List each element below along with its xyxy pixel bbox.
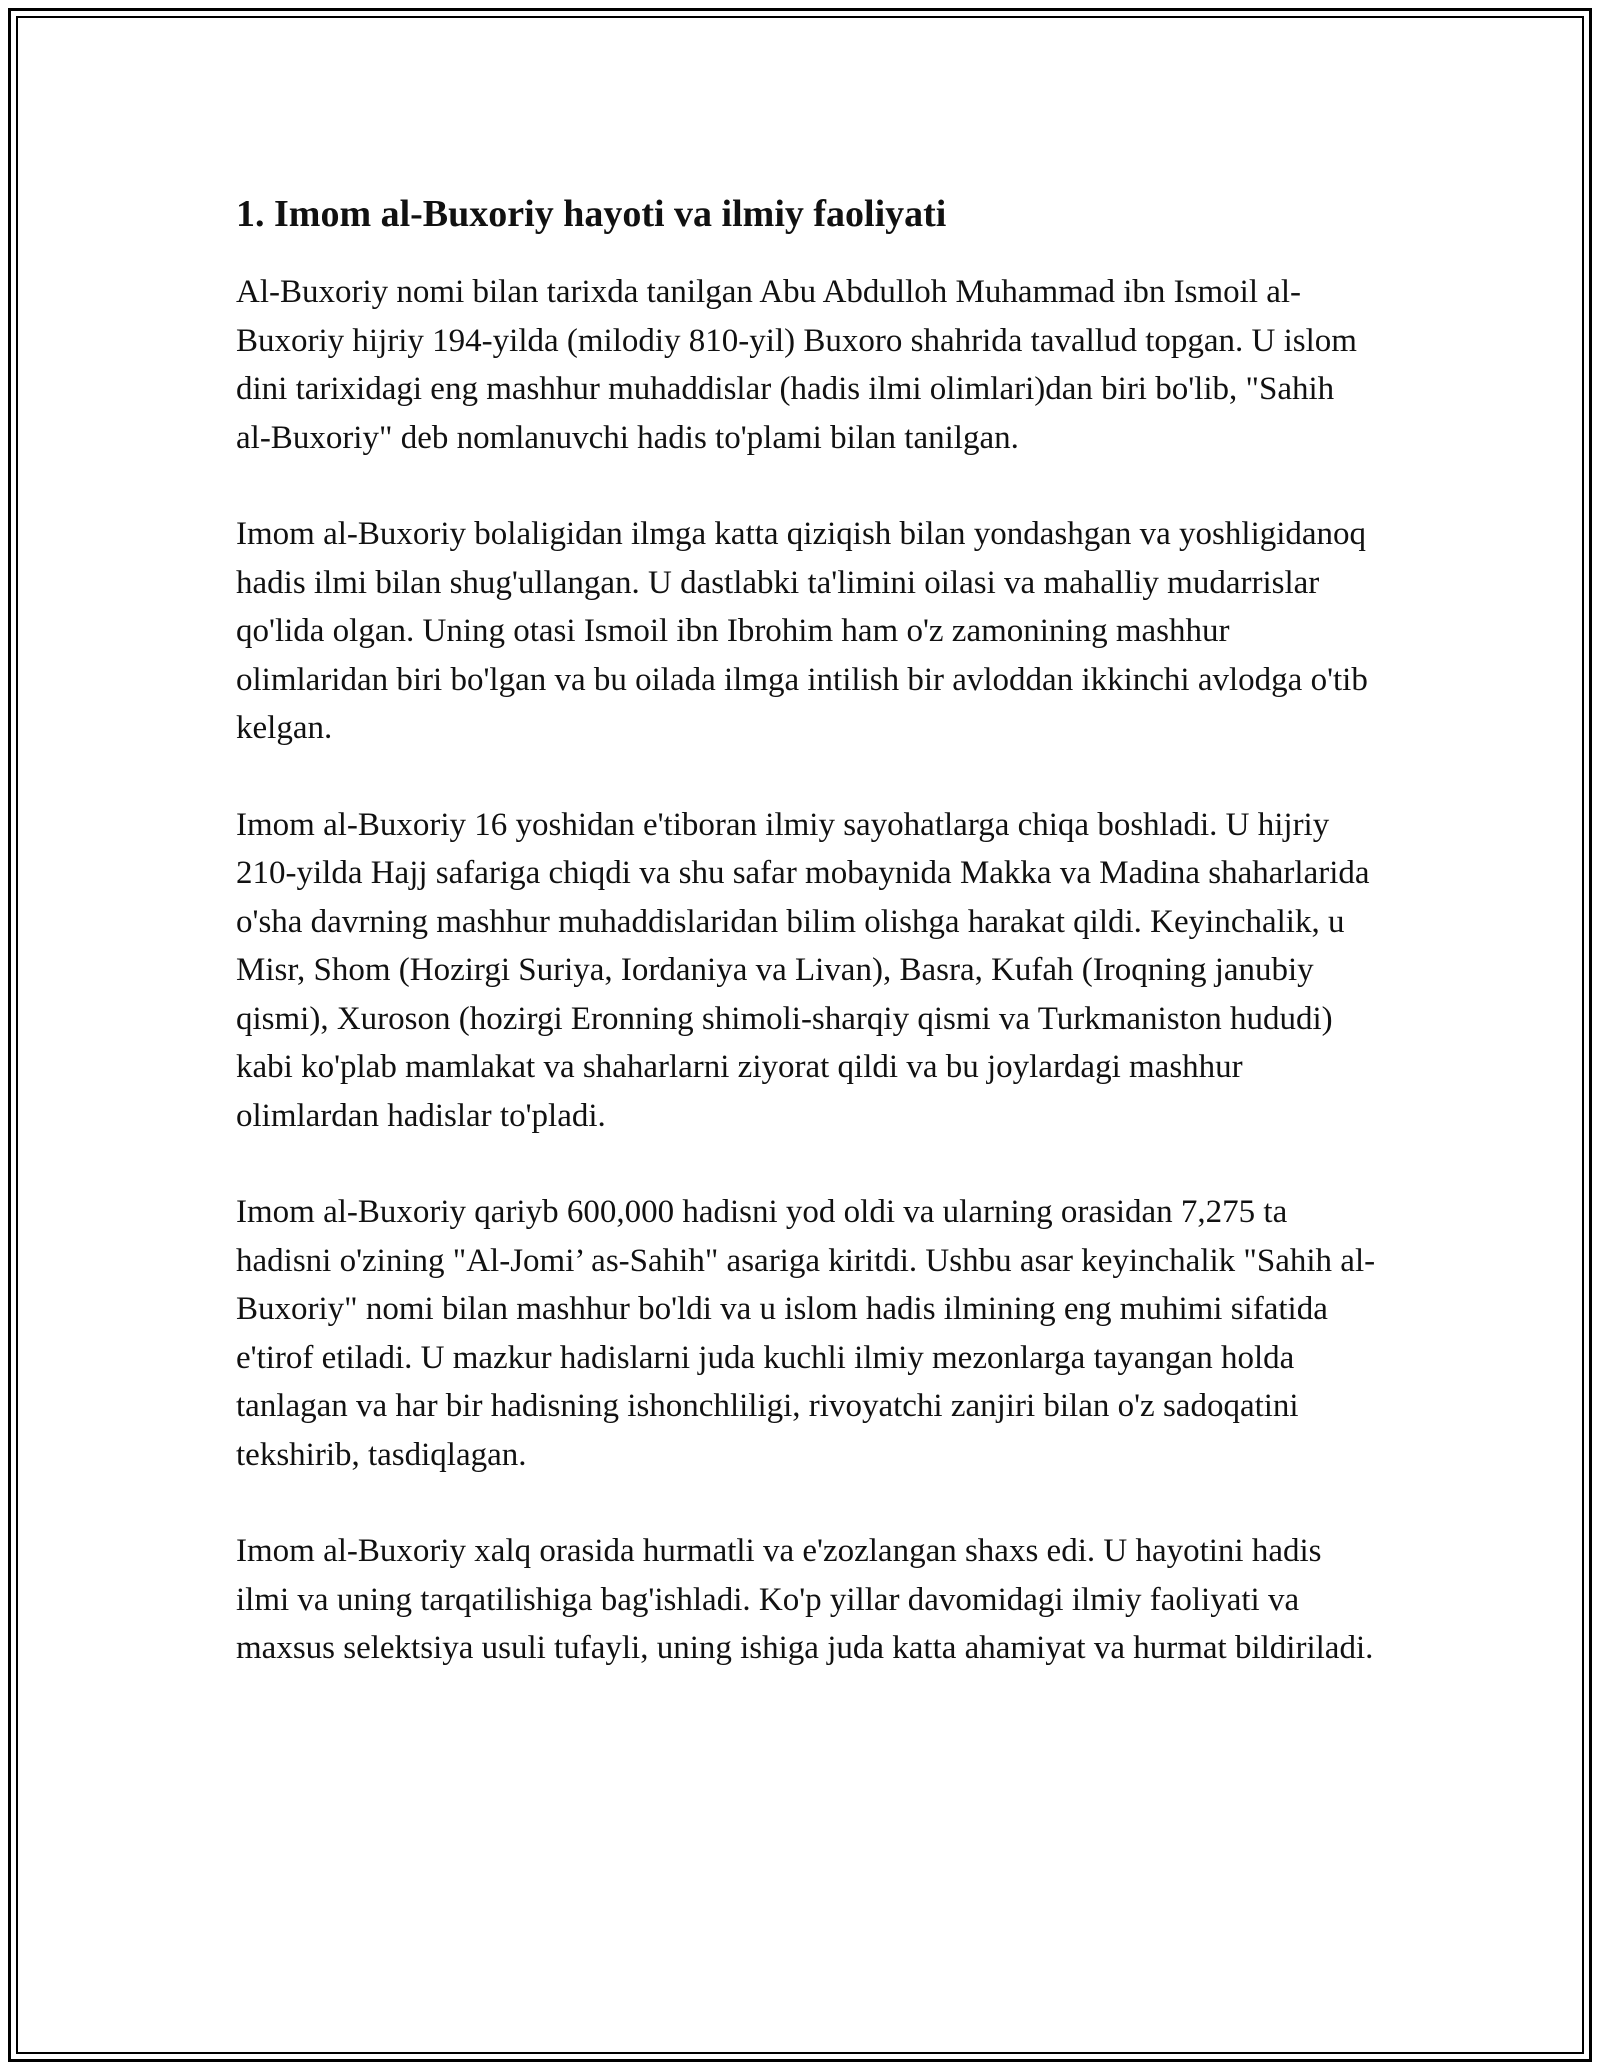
paragraph-3: Imom al-Buxoriy 16 yoshidan e'tiboran ilmiy sayohatlarga chiqa boshladi. U hijriy 210-yilda Hajj safariga chiqdi va shu safar mobaynida Makka va Madina shaharlarida o'sha davrning mashhur muhaddislaridan bilim olishga harakat qildi. Keyinchalik, u Misr, Shom (Hozirgi Suriya, Iordaniya va Livan), Basra, Kufah (Iroqning janubiy qismi), Xuroson (hozirgi Eronning shimoli-sharqiy qismi va Turkmaniston hududi) kabi ko'plab mamlakat va shaharlarni ziyorat qildi va bu joylardagi mashhur olimlardan hadislar to'pladi. (236, 806, 1370, 1134)
paragraph-5: Imom al-Buxoriy xalq orasida hurmatli va e'zozlangan shaxs edi. U hayotini hadis ilmi va uning tarqatilishiga bag'ishladi. Ko'p yillar davomidagi ilmiy faoliyati va maxsus selektsiya usuli tufayli, uning ishiga juda katta ahamiyat va hurmat bildiriladi. (236, 1533, 1374, 1666)
paragraph-2: Imom al-Buxoriy bolaligidan ilmga katta qiziqish bilan yondashgan va yoshligidanoq hadis ilmi bilan shug'ullangan. U dastlabki ta'limini oilasi va mahalliy mudarrislar qo'lida olgan. Uning otasi Ismoil ibn Ibrohim ham o'z zamonining mashhur olimlaridan biri bo'lgan va bu oilada ilmga intilish bir avloddan ikkinchi avlodga o'tib kelgan. (236, 516, 1368, 746)
paragraph-4: Imom al-Buxoriy qariyb 600,000 hadisni yod oldi va ularning orasidan 7,275 ta hadisni o'zining "Al-Jomi’ as-Sahih" asariga kiritdi. Ushbu asar keyinchalik "Sahih al-Buxoriy" nomi bilan mashhur bo'ldi va u islom hadis ilmining eng muhimi sifatida e'tirof etiladi. U mazkur hadislarni juda kuchli ilmiy mezonlarga tayangan holda tanlagan va har bir hadisning ishonchliligi, rivoyatchi zanjiri bilan o'z sadoqatini tekshirib, tasdiqlagan. (236, 1194, 1376, 1473)
document-body (236, 190, 1376, 1721)
paragraph-1: Al-Buxoriy nomi bilan tarixda tanilgan Abu Abdulloh Muhammad ibn Ismoil al-Buxoriy hijriy 194-yilda (milodiy 810-yil) Buxoro shahrida tavallud topgan. U islom dini tarixidagi eng mashhur muhaddislar (hadis ilmi olimlari)dan biri bo'lib, "Sahih al-Buxoriy" deb nomlanuvchi hadis to'plami bilan tanilgan. (236, 274, 1357, 456)
section-heading: 1. Imom al-Buxoriy hayoti va ilmiy faoliyati (236, 193, 947, 235)
